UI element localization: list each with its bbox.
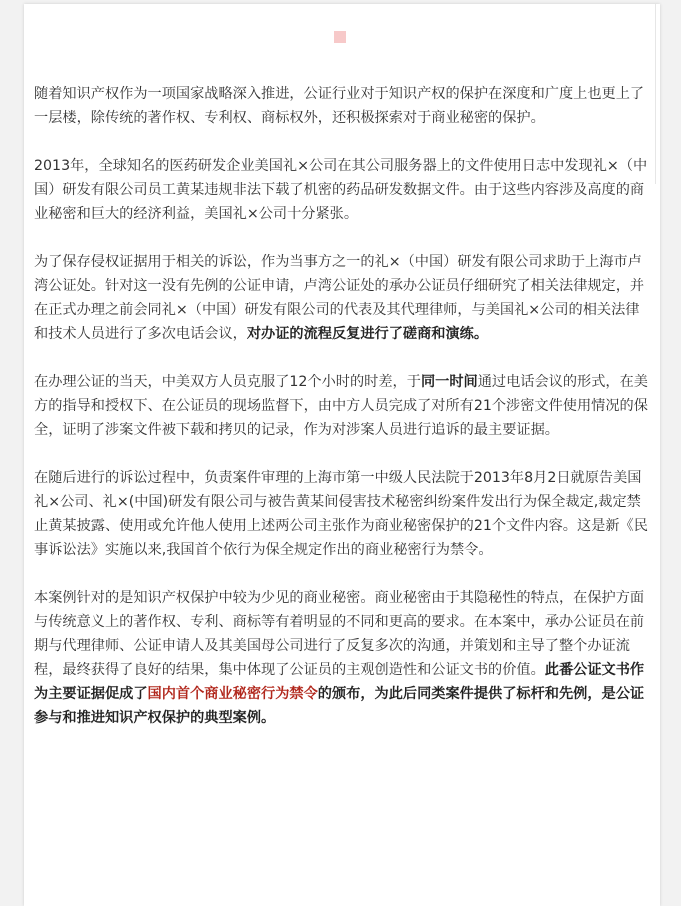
paragraph-6 [34, 586, 650, 730]
paragraph-1: 随着知识产权作为一项国家战略深入推进，公证行业对于知识产权的保护在深度和广度上也更上了一层楼，除传统的著作权、专利权、商标权外，还积极探索对于商业秘密的保护。 [34, 86, 645, 126]
paragraph-3-emphasis: 对办证的流程反复进行了磋商和演练。 [246, 326, 489, 342]
decorative-marker [334, 31, 346, 43]
paragraph-4-text-b: 通过电话会议的形式，在美方的指导和授权下、在公证员的现场监督下，由中方人员完成了对所有21个涉密文件使用情况的保全，证明了涉案文件被下载和拷贝的记录，作为对涉案人员进行追诉的最主要证据。 [34, 374, 648, 438]
paragraph-6-emphasis-2: 的颁布，为此后同类案件提供了标杆和先例，是公证参与和推进知识产权保护的典型案例。 [34, 686, 645, 726]
paragraph-3-text: 为了保存侵权证据用于相关的诉讼，作为当事方之一的礼×（中国）研发有限公司求助于上海市卢湾公证处。针对这一没有先例的公证申请，卢湾公证处的承办公证员仔细研究了相关法律规定，并在正式办理之前会同礼×（中国）研发有限公司的代表及其代理律师，与美国礼×公司的相关法律和技术人员进行了多次电话会议， [34, 254, 645, 342]
paragraph-5: 在随后进行的诉讼过程中，负责案件审理的上海市第一中级人民法院于2013年8月2日就原告美国礼×公司、礼×(中国)研发有限公司与被告黄某间侵害技术秘密纠纷案件发出行为保全裁定,裁定禁止黄某披露、使用或允许他人使用上述两公司主张作为商业秘密保护的21个文件内容。这是新《民事诉讼法》实施以来,我国首个依行为保全规定作出的商业秘密行为禁令。 [34, 470, 648, 558]
paragraph-6-highlight: 国内首个商业秘密行为禁令 [147, 686, 318, 702]
scrollbar[interactable] [655, 4, 660, 184]
paragraph-4-text-a: 在办理公证的当天，中美双方人员克服了12个小时的时差，于 [34, 374, 421, 390]
paragraph-4 [34, 370, 650, 442]
paragraph-6-text: 本案例针对的是知识产权保护中较为少见的商业秘密。商业秘密由于其隐秘性的特点，在保护方面与传统意义上的著作权、专利、商标等有着明显的不同和更高的要求。在本案中，承办公证员在前期与代理律师、公证申请人及其美国母公司进行了反复多次的沟通，并策划和主导了整个办证流程，最终获得了良好的结果，集中体现了公证员的主观创造性和公证文书的价值。 [34, 590, 645, 678]
article-body [34, 82, 650, 754]
paragraph-6-emphasis-1: 此番公证文书作为主要证据促成了 [34, 662, 645, 702]
paragraph-2: 2013年，全球知名的医药研发企业美国礼×公司在其公司服务器上的文件使用日志中发现礼×（中国）研发有限公司员工黄某违规非法下载了机密的药品研发数据文件。由于这些内容涉及高度的商业秘密和巨大的经济利益，美国礼×公司十分紧张。 [34, 158, 648, 222]
paragraph-4-emphasis: 同一时间 [420, 374, 478, 390]
paragraph-3 [34, 250, 650, 346]
